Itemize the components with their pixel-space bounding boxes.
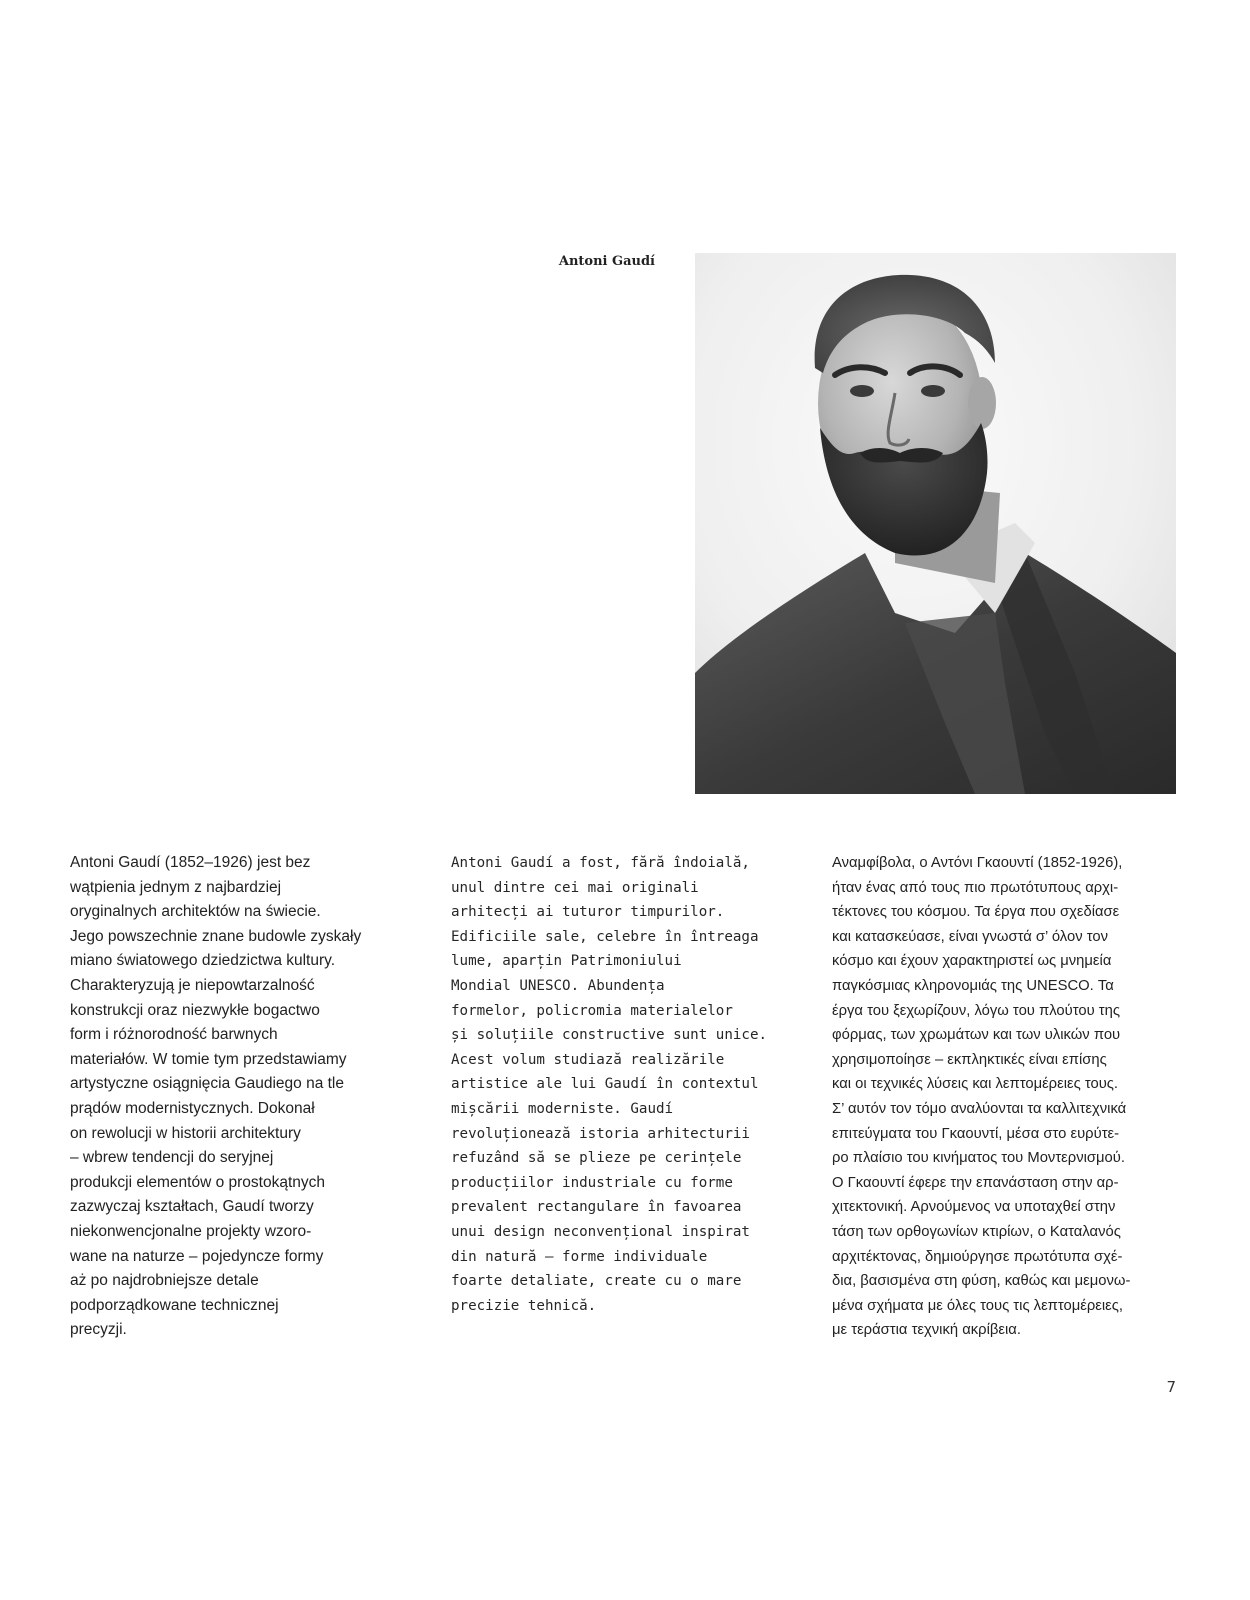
text-column-polish: Antoni Gaudí (1852–1926) jest bez wątpienia jednym z najbardziej oryginalnych architektów na świecie. Jego powszechnie znane budowle zyskały miano światowego dziedzictwa kultury. Charakteryzują je niepowtarzalność konstrukcji oraz niezwykłe bogactwo form i różnorodność barwnych materiałów. W tomie tym przedstawiamy artystyczne osiągnięcia Gaudiego na tle prądów modernistycznych. Dokonał on rewolucji w historii architektury – wbrew tendencji do seryjnej produkcji elementów o prostokątnych zazwyczaj kształtach, Gaudí tworzy niekonwencjonalne projekty wzoro- wane na naturze – pojedyncze formy aż po najdrobniejsze detale podporządkowane technicznej precyzji. — [70, 854, 362, 1339]
photo-caption: Antoni Gaudí — [558, 254, 655, 269]
page-number: 7 — [1166, 1378, 1176, 1396]
portrait-photo — [695, 253, 1176, 794]
text-column-greek: Αναμφίβολα, ο Αντόνι Γκαουντί (1852-1926), ήταν ένας από τους πιο πρωτότυπους αρχι- τέκτονες του κόσμου. Τα έργα που σχεδίασε και κατασκεύασε, είναι γνωστά σ’ όλον τον κόσμο και έχουν χαρακτηριστεί ως μνημεία παγκόσμιας κληρονομιάς της UNESCO. Τα έργα του ξεχωρίζουν, λόγω του πλούτου της φόρμας, των χρωμάτων και των υλικών που χρησιμοποίησε – εκπληκτικές είναι επίσης και οι τεχνικές λύσεις και λεπτομέρειες τους. Σ’ αυτόν τον τόμο αναλύονται τα καλλιτεχνικά επιτεύγματα του Γκαουντί, μέσα στο ευρύτε- ρο πλαίσιο του κινήματος του Μοντερνισμού. Ο Γκαουντί έφερε την επανάσταση στην αρ- χιτεκτονική. Αρνούμενος να υποταχθεί στην τάση των ορθογωνίων κτιρίων, ο Καταλανός αρχιτέκτονας, δημιούργησε πρωτότυπα σχέ- δια, βασισμένα στη φύση, καθώς και μεμονω- μένα σχήματα με όλες τους τις λεπτομέρειες, με τεράστια τεχνική ακρίβεια. — [832, 855, 1131, 1339]
text-column-romanian: Antoni Gaudí a fost, fără îndoială, unul dintre cei mai originali arhitecți ai tuturor timpurilor. Edificiile sale, celebre în întreaga lume, aparțin Patrimoniului Mondial UNESCO. Abundența formelor, policromia materialelor și soluțiile constructive sunt unice. Acest volum studiază realizările artistice ale lui Gaudí în contextul mișcării moderniste. Gaudí revoluționează istoria arhitecturii refuzând să se plieze pe cerințele producțiilor industriale cu forme prevalent rectangulare în favoarea unui design neconvențional inspirat din natură – forme individuale foarte detaliate, create cu o mare precizie tehnică. — [451, 855, 768, 1314]
